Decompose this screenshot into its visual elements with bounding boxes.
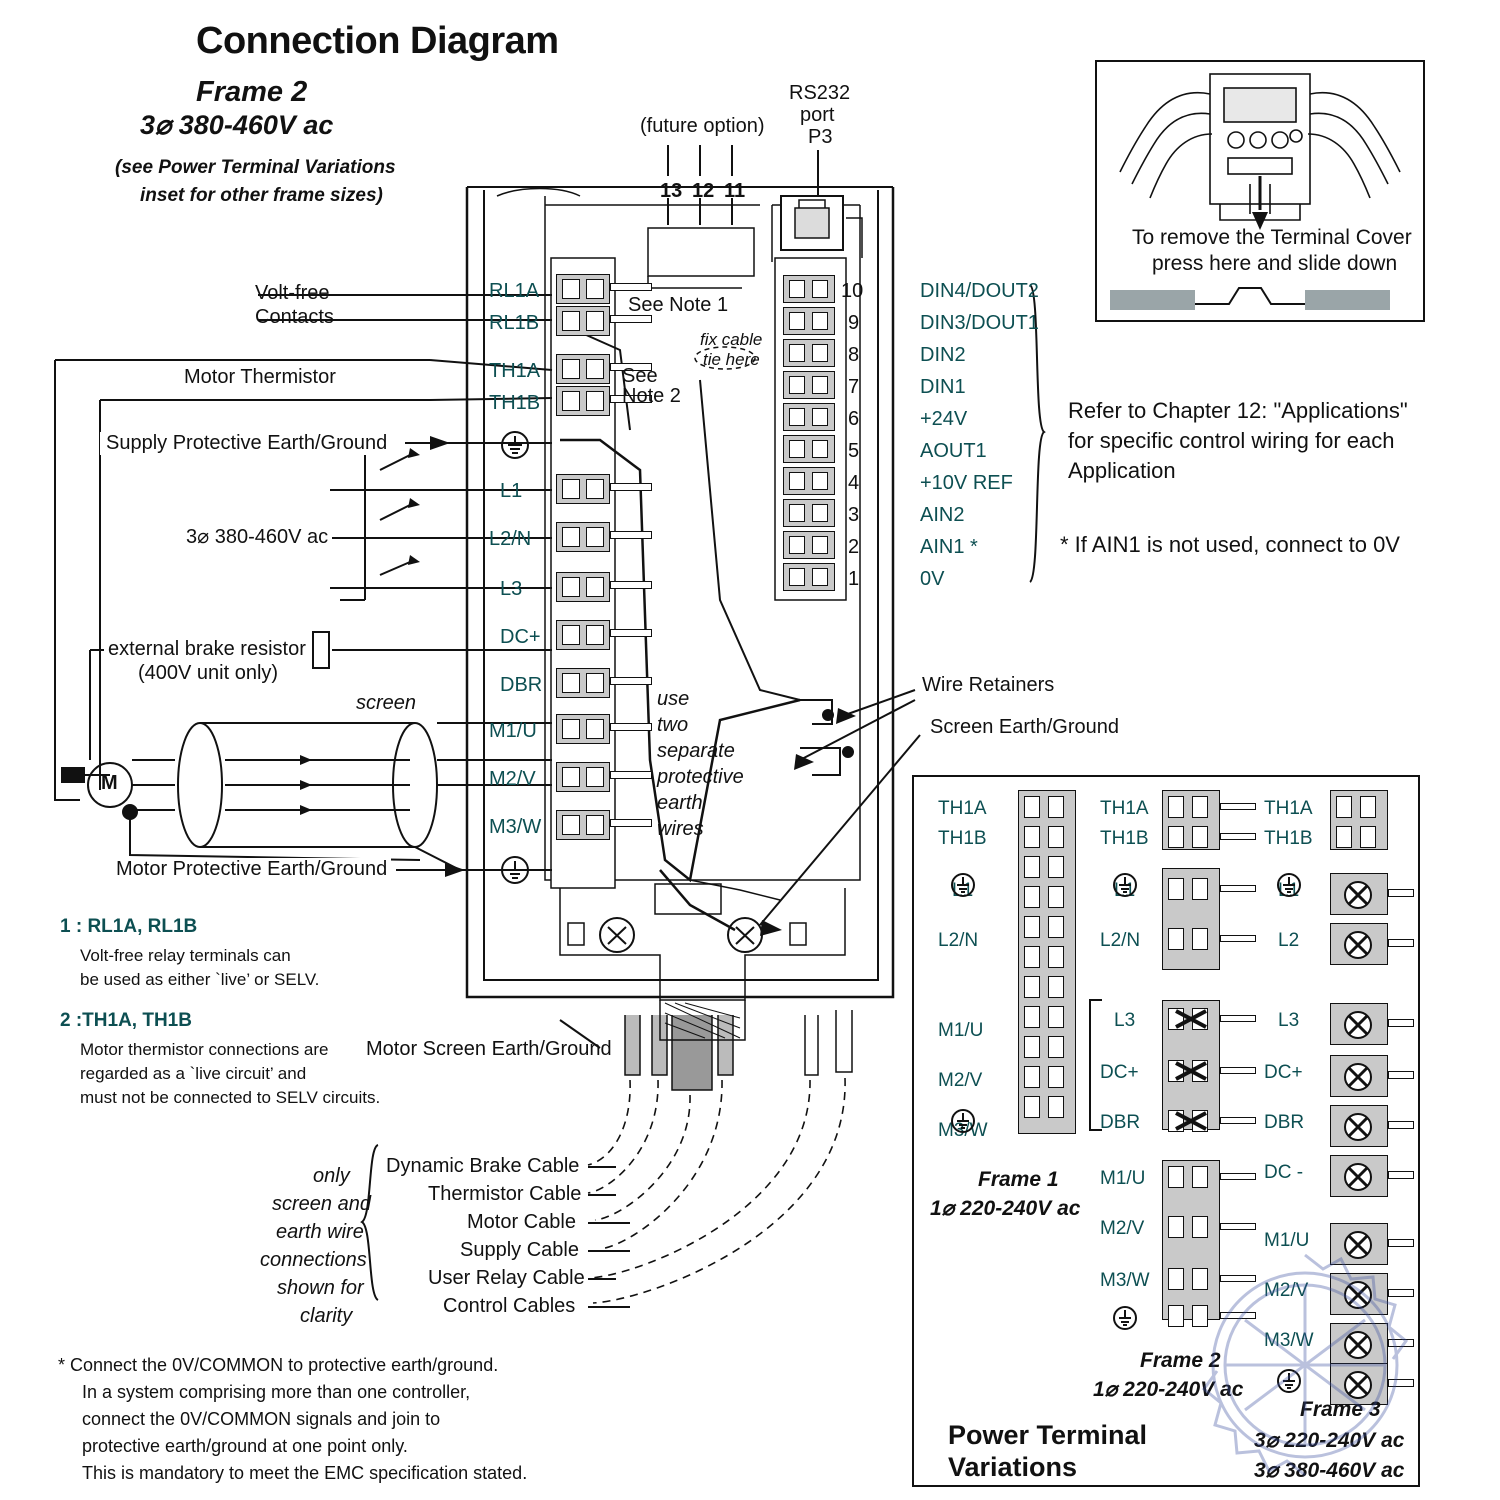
frame1-terminal-m3-w: M3/W — [938, 1120, 988, 1141]
terminal-slot — [1192, 878, 1208, 900]
control-terminal-number-9: 9 — [848, 312, 860, 334]
control-terminal-number-10: 10 — [841, 280, 864, 302]
frame-subtitle: Frame 2 — [196, 76, 308, 108]
frame1-terminal-th1b: TH1B — [938, 828, 987, 849]
legend-brace-l4: connections — [260, 1249, 367, 1271]
no-connection-icon — [1170, 1060, 1212, 1082]
terminal-slot — [1336, 796, 1352, 818]
fix-cable-tie-line1: fix cable — [700, 330, 763, 349]
terminal-slot — [562, 527, 580, 547]
terminal-slot — [586, 311, 604, 331]
terminal-lead — [610, 677, 652, 685]
supply-pe-label: Supply Protective Earth/Ground — [100, 432, 393, 455]
see-note-2-line2: Note 2 — [622, 385, 681, 407]
screw-terminal-icon — [1342, 1161, 1374, 1193]
rs232-label-line2: port — [800, 104, 835, 126]
terminal-lead — [610, 819, 652, 827]
note2-line1: Motor thermistor connections are — [80, 1040, 329, 1059]
terminal-slot — [1048, 1096, 1064, 1118]
terminal-slot — [1048, 826, 1064, 848]
frame2-terminal-dbr: DBR — [1100, 1112, 1141, 1133]
voltage-subtitle: 3⌀ 380-460V ac — [140, 110, 334, 140]
control-terminal-label-7: DIN1 — [920, 376, 966, 398]
frame3-terminal-th1b: TH1B — [1264, 828, 1313, 849]
motor-symbol-label: M — [101, 772, 118, 794]
fix-cable-tie-line2: tie here — [703, 350, 760, 369]
frame2-group-brace — [1086, 1000, 1106, 1130]
terminal-slot — [812, 408, 828, 426]
frame2-terminal-lead — [1220, 833, 1256, 840]
control-terminal-number-2: 2 — [848, 536, 860, 558]
terminal-slot — [1192, 1166, 1208, 1188]
terminal-slot — [1048, 796, 1064, 818]
terminal-slot — [586, 673, 604, 693]
frame1-terminal-th1a: TH1A — [938, 798, 987, 819]
terminal-slot — [1024, 1096, 1040, 1118]
note1-line1: Volt-free relay terminals can — [80, 946, 291, 965]
terminal-slot — [1168, 928, 1184, 950]
frame2-terminal-lead — [1220, 1173, 1256, 1180]
power-terminal-label-l1: L1 — [500, 480, 523, 502]
page-title: Connection Diagram — [196, 20, 559, 62]
legend-brace-l3: earth wire — [276, 1221, 364, 1243]
use-two-wires-l3: separate — [657, 740, 735, 762]
power-terminal-label-dc+: DC+ — [500, 626, 541, 648]
earth-symbol-motor — [500, 855, 530, 885]
brake-resistor-label-line2: (400V unit only) — [134, 662, 282, 685]
terminal-slot — [562, 359, 580, 379]
power-terminal-label-l3: L3 — [500, 578, 523, 600]
frame2-earth-icon-top — [1112, 872, 1138, 898]
frame3-terminal-th1a: TH1A — [1264, 798, 1313, 819]
control-terminal-label-5: AOUT1 — [920, 440, 987, 462]
terminal-slot — [812, 376, 828, 394]
terminal-slot — [812, 536, 828, 554]
footnote-l5: This is mandatory to meet the EMC specification stated. — [82, 1463, 528, 1483]
terminal-slot — [562, 815, 580, 835]
terminal-lead — [610, 531, 652, 539]
ain1-note: * If AIN1 is not used, connect to 0V — [1060, 532, 1400, 557]
terminal-slot — [1360, 796, 1376, 818]
screw-terminal-icon — [1342, 1009, 1374, 1041]
terminal-slot — [1024, 1036, 1040, 1058]
cover-inset-text-l2: press here and slide down — [1152, 252, 1398, 275]
cover-tab-left — [1110, 290, 1195, 310]
terminal-slot — [1024, 826, 1040, 848]
power-terminal-label-m3-w: M3/W — [489, 816, 542, 838]
legend-brace-l6: clarity — [300, 1305, 353, 1327]
frame3-terminal-m3-w: M3/W — [1264, 1330, 1314, 1351]
terminal-slot — [562, 391, 580, 411]
frame2-terminal-dc+: DC+ — [1100, 1062, 1139, 1083]
use-two-wires-l2: two — [657, 714, 689, 736]
legend-item-control: Control Cables — [443, 1295, 576, 1317]
terminal-slot — [789, 472, 805, 490]
power-terminal-label-th1a: TH1A — [489, 360, 541, 382]
power-terminal-label-m1-u: M1/U — [489, 720, 537, 742]
see-note-1-label: See Note 1 — [628, 294, 729, 316]
terminal-slot — [1048, 1066, 1064, 1088]
frame1-terminal-l1: L1 — [952, 880, 974, 901]
terminal-slot — [1048, 946, 1064, 968]
control-terminal-label-10: DIN4/DOUT2 — [920, 280, 1039, 302]
terminal-slot — [789, 376, 805, 394]
frame2-terminal-lead — [1220, 803, 1256, 810]
motor-pe-label: Motor Protective Earth/Ground — [112, 858, 391, 881]
terminal-slot — [586, 577, 604, 597]
rs232-label-line3: P3 — [808, 126, 833, 148]
control-terminal-number-7: 7 — [848, 376, 860, 398]
note1-heading: 1 : RL1A, RL1B — [60, 916, 198, 937]
terminal-lead — [610, 483, 652, 491]
frame3-voltage-l1: 3⌀ 220-240V ac — [1254, 1429, 1405, 1452]
frame2-voltage: 1⌀ 220-240V ac — [1093, 1378, 1244, 1401]
frame1-voltage: 1⌀ 220-240V ac — [930, 1197, 1081, 1220]
control-terminal-label-6: +24V — [920, 408, 968, 430]
terminal-lead — [610, 771, 652, 779]
terminal-slot — [562, 767, 580, 787]
frame3-terminal-lead — [1388, 1071, 1414, 1079]
pin-12-label: 12 — [692, 180, 715, 202]
control-terminal-label-4: +10V REF — [920, 472, 1013, 494]
legend-brace-l5: shown for — [277, 1277, 364, 1299]
terminal-slot — [1048, 1036, 1064, 1058]
frame3-terminal-dc-: DC - — [1264, 1162, 1304, 1183]
terminal-slot — [1048, 886, 1064, 908]
motor-screen-earth-label: Motor Screen Earth/Ground — [366, 1038, 612, 1060]
frame2-terminal-lead — [1220, 885, 1256, 892]
screw-terminal-icon — [1342, 1111, 1374, 1143]
frame3-terminal-dbr: DBR — [1264, 1112, 1305, 1133]
legend-item-dynamic-brake: Dynamic Brake Cable — [386, 1155, 580, 1177]
terminal-slot — [1168, 796, 1184, 818]
frame2-terminal-lead — [1220, 1015, 1256, 1022]
see-note-2-line1: See — [622, 365, 658, 387]
terminal-slot — [586, 767, 604, 787]
terminal-slot — [586, 479, 604, 499]
motor-thermistor-label: Motor Thermistor — [178, 366, 342, 389]
use-two-wires-l5: earth — [657, 792, 703, 814]
terminal-slot — [562, 279, 580, 299]
chapter-ref-l1: Refer to Chapter 12: "Applications" — [1068, 398, 1408, 423]
terminal-slot — [1360, 826, 1376, 848]
terminal-slot — [1192, 826, 1208, 848]
use-two-wires-l4: protective — [657, 766, 744, 788]
terminal-slot — [812, 472, 828, 490]
frame3-name: Frame 3 — [1300, 1398, 1381, 1421]
footnote-l3: connect the 0V/COMMON signals and join to — [82, 1409, 441, 1429]
frame3-terminal-lead — [1388, 889, 1414, 897]
frame3-voltage-l2: 3⌀ 380-460V ac — [1254, 1459, 1405, 1482]
frame1-name: Frame 1 — [978, 1168, 1059, 1191]
inset-reference-line2: inset for other frame sizes) — [140, 185, 383, 206]
frame2-terminal-th1b: TH1B — [1100, 828, 1149, 849]
frame2-terminal-l2-n: L2/N — [1100, 930, 1141, 951]
screw-terminal-icon — [1342, 1061, 1374, 1093]
terminal-slot — [1168, 878, 1184, 900]
note2-line3: must not be connected to SELV circuits. — [80, 1088, 381, 1107]
terminal-slot — [586, 625, 604, 645]
terminal-lead — [610, 723, 652, 731]
control-terminal-number-1: 1 — [848, 568, 860, 590]
terminal-slot — [586, 359, 604, 379]
terminal-slot — [1024, 1006, 1040, 1028]
terminal-slot — [586, 719, 604, 739]
legend-item-user-relay: User Relay Cable — [428, 1267, 585, 1289]
control-terminal-number-3: 3 — [848, 504, 860, 526]
terminal-slot — [1024, 856, 1040, 878]
no-connection-icon — [1170, 1110, 1212, 1132]
terminal-lead — [610, 629, 652, 637]
no-connection-icon — [1170, 1008, 1212, 1030]
frame2-terminal-l3: L3 — [1114, 1010, 1136, 1031]
legend-item-supply: Supply Cable — [460, 1239, 579, 1261]
frame3-earth-icon-top — [1276, 872, 1302, 898]
pin-11-label: 11 — [724, 180, 746, 202]
control-terminal-label-1: 0V — [920, 568, 945, 590]
terminal-slot — [789, 408, 805, 426]
pin-13-label: 13 — [660, 180, 683, 202]
frame3-terminal-dc+: DC+ — [1264, 1062, 1303, 1083]
legend-item-motor: Motor Cable — [467, 1211, 576, 1233]
power-terminal-label-rl1a: RL1A — [489, 280, 540, 302]
rs232-label-line1: RS232 — [789, 82, 851, 104]
terminal-slot — [812, 280, 828, 298]
earth-symbol-supply — [500, 430, 530, 460]
frame2-terminal-m3-w: M3/W — [1100, 1270, 1150, 1291]
inset-reference-line1: (see Power Terminal Variations — [115, 157, 396, 178]
frame3-terminal-l1: L1 — [1278, 880, 1300, 901]
contacts-label: Contacts — [255, 306, 334, 328]
inset-title-l1: Power Terminal — [948, 1420, 1148, 1450]
footnote-l4: protective earth/ground at one point only. — [82, 1436, 408, 1456]
terminal-lead — [610, 581, 652, 589]
terminal-slot — [1336, 826, 1352, 848]
control-terminal-label-2: AIN1 * — [920, 536, 978, 558]
legend-brace-l1: only — [313, 1165, 350, 1187]
terminal-lead — [610, 283, 652, 291]
terminal-slot — [1168, 1166, 1184, 1188]
chapter-ref-l3: Application — [1068, 458, 1176, 483]
chapter-ref-l2: for specific control wiring for each — [1068, 428, 1395, 453]
terminal-slot — [1024, 976, 1040, 998]
terminal-slot — [586, 279, 604, 299]
power-terminal-label-th1b: TH1B — [489, 392, 541, 414]
terminal-slot — [789, 504, 805, 522]
frame3-terminal-l2: L2 — [1278, 930, 1300, 951]
terminal-slot — [1024, 946, 1040, 968]
cover-inset-text-l1: To remove the Terminal Cover — [1132, 226, 1412, 249]
control-terminal-label-3: AIN2 — [920, 504, 965, 526]
terminal-slot — [789, 440, 805, 458]
power-terminal-label-rl1b: RL1B — [489, 312, 540, 334]
frame3-terminal-lead — [1388, 939, 1414, 947]
frame2-terminal-m1-u: M1/U — [1100, 1168, 1146, 1189]
control-terminal-number-6: 6 — [848, 408, 860, 430]
terminal-slot — [789, 568, 805, 586]
future-option-label: (future option) — [640, 115, 765, 137]
terminal-slot — [1192, 928, 1208, 950]
frame3-terminal-lead — [1388, 1171, 1414, 1179]
frame3-terminal-m1-u: M1/U — [1264, 1230, 1310, 1251]
frame1-terminal-l2-n: L2/N — [938, 930, 979, 951]
frame3-terminal-lead — [1388, 1121, 1414, 1129]
terminal-slot — [789, 344, 805, 362]
legend-brace-l2: screen and — [272, 1193, 371, 1215]
frame2-terminal-th1a: TH1A — [1100, 798, 1149, 819]
footnote-l2: In a system comprising more than one controller, — [82, 1382, 471, 1402]
frame1-earth-icon-bottom — [950, 1108, 976, 1134]
terminal-slot — [1048, 856, 1064, 878]
terminal-slot — [562, 577, 580, 597]
frame2-terminal-m2-v: M2/V — [1100, 1218, 1145, 1239]
frame3-terminal-m2-v: M2/V — [1264, 1280, 1309, 1301]
control-terminal-number-4: 4 — [848, 472, 860, 494]
terminal-slot — [562, 311, 580, 331]
terminal-slot — [562, 479, 580, 499]
note1-line2: be used as either `live’ or SELV. — [80, 970, 320, 989]
frame2-terminal-lead — [1220, 935, 1256, 942]
terminal-slot — [812, 504, 828, 522]
power-terminal-label-l2-n: L2/N — [489, 528, 532, 550]
frame2-terminal-lead — [1220, 1067, 1256, 1074]
use-two-wires-l1: use — [657, 688, 690, 710]
brake-resistor-label-line1: external brake resistor — [104, 638, 310, 661]
frame3-terminal-l3: L3 — [1278, 1010, 1300, 1031]
terminal-slot — [1168, 826, 1184, 848]
terminal-slot — [586, 391, 604, 411]
terminal-slot — [1024, 886, 1040, 908]
screw-terminal-icon — [1342, 929, 1374, 961]
frame1-terminal-m1-u: M1/U — [938, 1020, 984, 1041]
terminal-slot — [586, 527, 604, 547]
terminal-slot — [1024, 1066, 1040, 1088]
terminal-slot — [1048, 916, 1064, 938]
cover-tab-right — [1305, 290, 1390, 310]
control-terminal-number-8: 8 — [848, 344, 860, 366]
screen-earth-label: Screen Earth/Ground — [930, 716, 1119, 738]
control-terminal-label-9: DIN3/DOUT1 — [920, 312, 1039, 334]
watermark-logo — [1165, 1225, 1435, 1490]
footnote-l1: * Connect the 0V/COMMON to protective earth/ground. — [58, 1355, 499, 1375]
terminal-slot — [1192, 796, 1208, 818]
terminal-slot — [1024, 796, 1040, 818]
terminal-slot — [812, 312, 828, 330]
screen-label: screen — [352, 692, 420, 715]
terminal-slot — [1048, 976, 1064, 998]
frame2-terminal-lead — [1220, 1117, 1256, 1124]
terminal-slot — [812, 344, 828, 362]
terminal-slot — [812, 440, 828, 458]
legend-item-thermistor: Thermistor Cable — [428, 1183, 582, 1205]
terminal-slot — [562, 719, 580, 739]
control-terminal-label-8: DIN2 — [920, 344, 966, 366]
frame3-terminal-lead — [1388, 1019, 1414, 1027]
cover-tab-center — [1195, 278, 1305, 310]
wire-retainers-label: Wire Retainers — [922, 674, 1055, 696]
use-two-wires-l6: wires — [657, 818, 704, 840]
terminal-cover-drawing — [1100, 64, 1420, 244]
frame2-name: Frame 2 — [1140, 1349, 1221, 1372]
terminal-slot — [812, 568, 828, 586]
frame1-earth-icon-top — [950, 872, 976, 898]
supply-voltage-label: 3⌀ 380-460V ac — [182, 524, 332, 549]
terminal-slot — [789, 536, 805, 554]
note2-heading: 2 :TH1A, TH1B — [60, 1010, 192, 1031]
frame2-earth-icon-bottom — [1112, 1305, 1138, 1331]
screw-terminal-icon — [1342, 879, 1374, 911]
inset-title-l2: Variations — [948, 1452, 1078, 1482]
control-terminal-number-5: 5 — [848, 440, 860, 462]
power-terminal-label-m2-v: M2/V — [489, 768, 536, 790]
terminal-slot — [562, 673, 580, 693]
terminal-slot — [562, 625, 580, 645]
frame2-terminal-l1: L1 — [1114, 880, 1136, 901]
terminal-slot — [1024, 916, 1040, 938]
terminal-slot — [789, 280, 805, 298]
terminal-slot — [586, 815, 604, 835]
power-terminal-label-dbr: DBR — [500, 674, 543, 696]
volt-free-label: Volt-free — [255, 282, 330, 304]
frame1-terminal-m2-v: M2/V — [938, 1070, 983, 1091]
terminal-slot — [789, 312, 805, 330]
terminal-slot — [1048, 1006, 1064, 1028]
note2-line2: regarded as a `live circuit’ and — [80, 1064, 307, 1083]
